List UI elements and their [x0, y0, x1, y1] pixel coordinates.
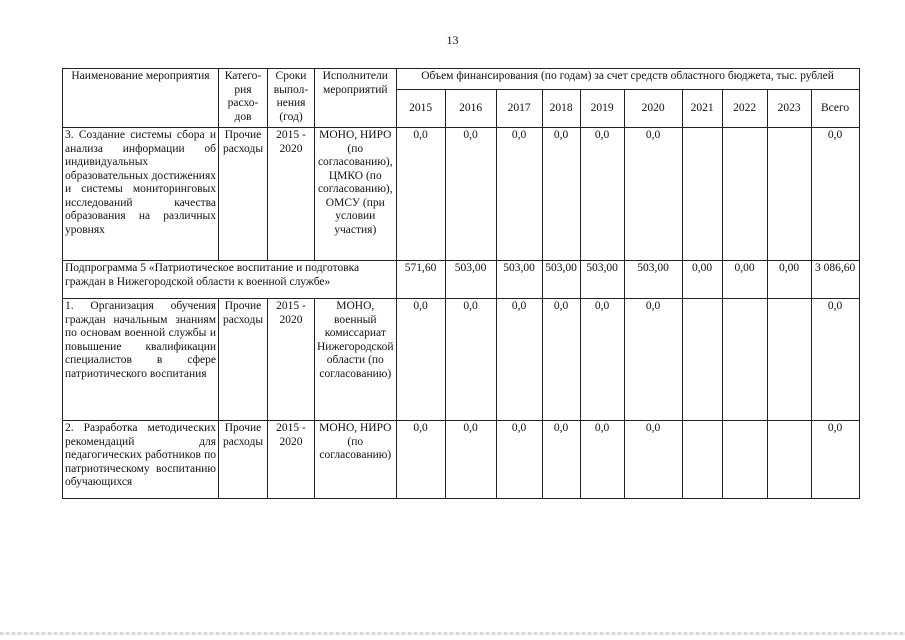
executors: МОНО, НИРО (по согласованию), ЦМКО (по согласованию), ОМСУ (при условии участия)	[315, 128, 397, 261]
table-row	[63, 128, 860, 261]
value-cell: 0,0	[542, 128, 580, 261]
value-cell: 503,00	[580, 261, 624, 299]
value-cell: 503,00	[496, 261, 542, 299]
year-header: 2016	[445, 90, 496, 128]
value-cell: 0,0	[396, 421, 445, 499]
value-cell	[767, 421, 811, 499]
value-cell: 571,60	[396, 261, 445, 299]
header-terms: Сроки выпол-нения (год)	[268, 69, 315, 128]
value-cell	[682, 128, 722, 261]
year-header: 2015	[396, 90, 445, 128]
value-cell: 0,00	[767, 261, 811, 299]
subprogram-row	[63, 261, 860, 299]
funding-table	[62, 68, 860, 499]
year-header: 2017	[496, 90, 542, 128]
expense-category: Прочие расходы	[219, 299, 268, 421]
total-cell: 0,0	[811, 128, 859, 261]
value-cell: 0,00	[722, 261, 767, 299]
value-cell: 503,00	[624, 261, 682, 299]
year-header: 2019	[580, 90, 624, 128]
execution-terms: 2015 - 2020	[268, 299, 315, 421]
executors: МОНО, НИРО (по согласованию)	[315, 421, 397, 499]
page-number: 13	[446, 33, 459, 47]
total-header: Всего	[811, 90, 859, 128]
value-cell: 503,00	[542, 261, 580, 299]
value-cell: 0,0	[396, 128, 445, 261]
value-cell: 0,0	[445, 299, 496, 421]
value-cell: 0,0	[580, 128, 624, 261]
executors: МОНО, военный комиссариат Нижегородской области (по согласованию)	[315, 299, 397, 421]
value-cell	[682, 299, 722, 421]
value-cell: 0,0	[580, 299, 624, 421]
value-cell: 0,0	[496, 421, 542, 499]
header-category: Катего-рия расхо-дов	[219, 69, 268, 128]
value-cell	[722, 299, 767, 421]
year-header: 2022	[722, 90, 767, 128]
value-cell: 0,00	[682, 261, 722, 299]
activity-name: 1. Организация обучения граждан начальным знаниям по основам военной службы и повышение квалификации специалистов в сфере патриотического воспитания	[63, 299, 219, 421]
value-cell	[722, 128, 767, 261]
header-row-1	[63, 69, 860, 90]
value-cell: 0,0	[624, 421, 682, 499]
value-cell	[682, 421, 722, 499]
value-cell	[767, 299, 811, 421]
total-cell: 3 086,60	[811, 261, 859, 299]
year-header: 2021	[682, 90, 722, 128]
value-cell: 0,0	[396, 299, 445, 421]
year-header: 2020	[624, 90, 682, 128]
execution-terms: 2015 - 2020	[268, 421, 315, 499]
expense-category: Прочие расходы	[219, 128, 268, 261]
total-cell: 0,0	[811, 299, 859, 421]
header-funding: Объем финансирования (по годам) за счет средств областного бюджета, тыс. рублей	[396, 69, 859, 90]
year-header: 2023	[767, 90, 811, 128]
value-cell: 0,0	[624, 299, 682, 421]
table-row	[63, 299, 860, 421]
header-executors: Исполнители мероприятий	[315, 69, 397, 128]
expense-category: Прочие расходы	[219, 421, 268, 499]
execution-terms: 2015 - 2020	[268, 128, 315, 261]
activity-name: 3. Создание системы сбора и анализа информации об индивидуальных образовательных достижениях и системы мониторинговых исследований качества образования на различных уровнях	[63, 128, 219, 261]
scan-edge-artifact	[0, 632, 905, 635]
value-cell: 0,0	[445, 421, 496, 499]
value-cell	[767, 128, 811, 261]
header-name: Наименование мероприятия	[63, 69, 219, 128]
value-cell: 0,0	[496, 128, 542, 261]
value-cell: 0,0	[542, 299, 580, 421]
activity-name: 2. Разработка методических рекомендаций для педагогических работников по патриотическому воспитанию обучающихся	[63, 421, 219, 499]
table-row	[63, 421, 860, 499]
subprogram-name: Подпрограмма 5 «Патриотическое воспитание и подготовка граждан в Нижегородской области к военной службе»	[63, 261, 397, 299]
value-cell: 0,0	[542, 421, 580, 499]
value-cell: 0,0	[624, 128, 682, 261]
value-cell: 0,0	[496, 299, 542, 421]
year-header: 2018	[542, 90, 580, 128]
value-cell: 0,0	[580, 421, 624, 499]
value-cell: 503,00	[445, 261, 496, 299]
value-cell	[722, 421, 767, 499]
total-cell: 0,0	[811, 421, 859, 499]
value-cell: 0,0	[445, 128, 496, 261]
